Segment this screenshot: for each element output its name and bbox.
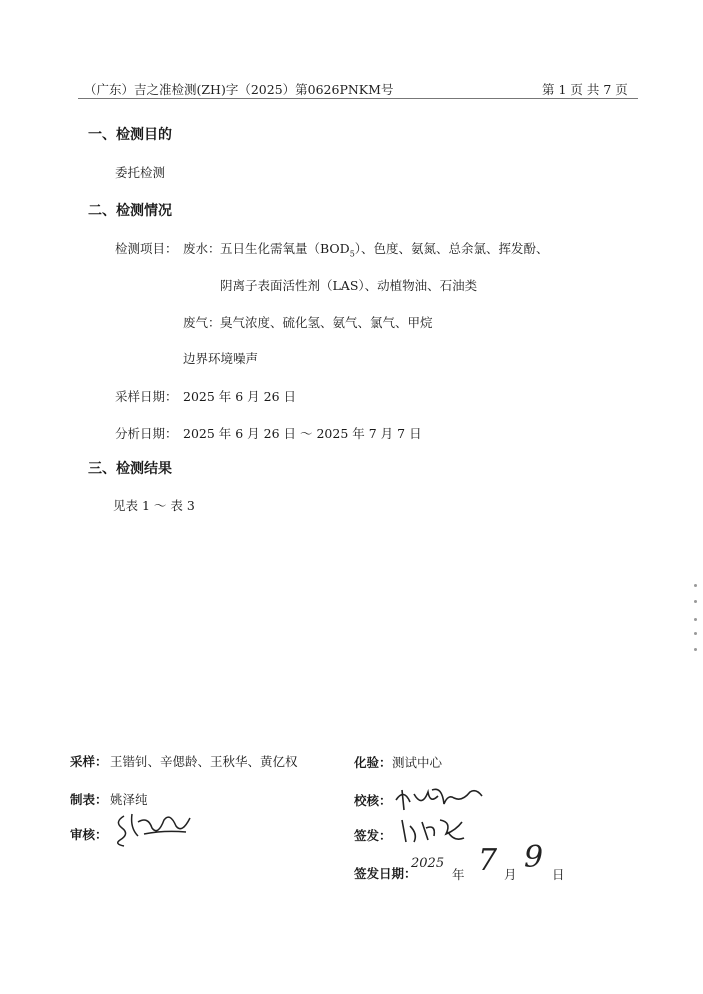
section2-title: 二、检测情况 (88, 203, 172, 219)
header-rule (78, 98, 638, 99)
wastewater-line1-pre: 五日生化需氧量（BOD (220, 241, 350, 256)
wastewater-line1 (220, 239, 549, 259)
day-char: 日 (552, 867, 565, 882)
review-label: 审核： (70, 827, 108, 842)
analysis-date-label: 分析日期： (115, 426, 178, 441)
lab-label: 化验： (354, 755, 392, 770)
items-label: 检测项目： (115, 241, 178, 256)
issue-year-handwritten: 2025 (411, 856, 445, 871)
scan-mark (694, 648, 697, 651)
noise-item: 边界环境噪声 (183, 351, 259, 366)
sampling-date-label: 采样日期： (115, 389, 178, 404)
sampling-signoff-label: 采样： (70, 754, 108, 769)
page-info: 第 1 页 共 7 页 (542, 82, 628, 97)
month-char: 月 (504, 867, 517, 882)
prepared-value: 姚泽纯 (110, 792, 148, 807)
scan-mark (694, 632, 697, 635)
section1-title: 一、检测目的 (88, 127, 172, 143)
issue-date-label: 签发日期： (354, 866, 417, 881)
issue-day-handwritten: 9 (524, 840, 544, 875)
year-char: 年 (452, 867, 465, 882)
bod-subscript: 5 (349, 249, 355, 259)
analysis-date: 2025 年 6 月 26 日 ～ 2025 年 7 月 7 日 (183, 426, 422, 441)
wastewater-line2: 阴离子表面活性剂（LAS）、动植物油、石油类 (220, 278, 478, 293)
report-number: （广东）吉之准检测(ZH)字（2025）第0626PNKM号 (84, 82, 394, 97)
scan-mark (694, 584, 697, 587)
review-signature (104, 806, 196, 850)
wastegas-label: 废气： (183, 315, 221, 330)
issue-label: 签发： (354, 828, 392, 843)
lab-value: 测试中心 (392, 755, 443, 770)
sampling-signoff-names: 王锴钊、辛偲龄、王秋华、黄亿权 (110, 754, 298, 769)
section3-title: 三、检测结果 (88, 461, 172, 477)
sampling-date: 2025 年 6 月 26 日 (183, 389, 297, 404)
scan-mark (694, 600, 697, 603)
issue-month-handwritten: 7 (478, 843, 498, 878)
proofread-signature (392, 780, 487, 814)
wastewater-label: 废水： (183, 241, 221, 256)
issue-signature (396, 812, 472, 848)
proofread-label: 校核： (354, 793, 392, 808)
scan-mark (694, 618, 697, 621)
wastewater-line1-post: ）、色度、氨氮、总余氯、挥发酚、 (354, 241, 549, 256)
section1-content: 委托检测 (115, 165, 166, 180)
section3-content: 见表 1 ～ 表 3 (113, 498, 195, 513)
prepared-label: 制表： (70, 792, 108, 807)
wastegas-items: 臭气浓度、硫化氢、氨气、氯气、甲烷 (220, 315, 433, 330)
